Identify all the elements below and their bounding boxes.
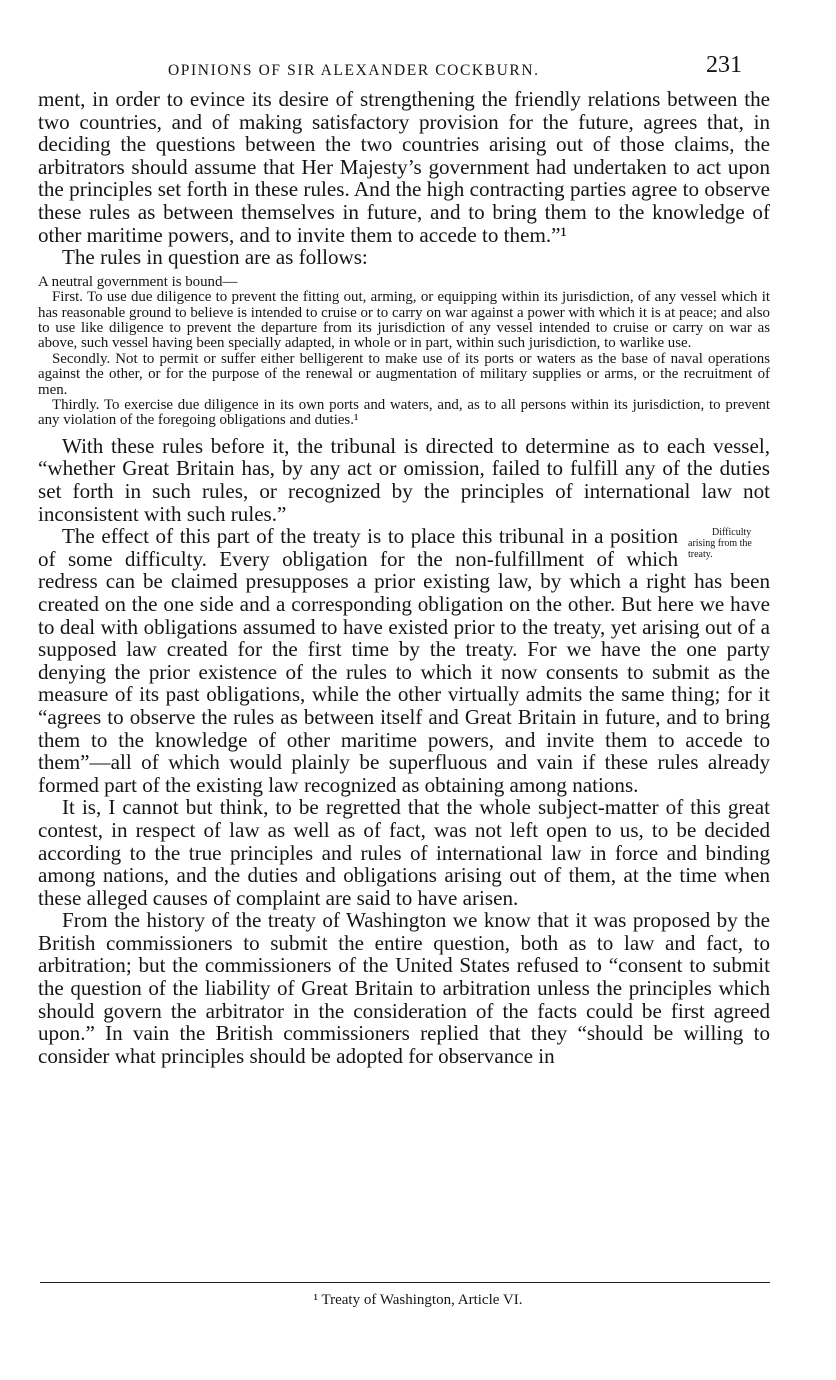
footnote: ¹ Treaty of Washington, Article VI. [313, 1292, 523, 1308]
paragraph-effect-of-treaty [38, 525, 770, 796]
margin-note: Difficulty arising from the treaty. [688, 527, 752, 561]
body-text [38, 88, 770, 1067]
paragraph-regret: It is, I cannot but think, to be regretted that the whole subject-matter of this great contest, in respect of law as well as of fact, was not left open to us, to be decided according to the true principles and rules of international law in force and binding among nations, and the duties and obligations arising out of them, at the time when these alleged causes of complaint are said to have arisen. [38, 795, 770, 910]
running-head: OPINIONS OF SIR ALEXANDER COCKBURN. [168, 62, 540, 79]
page-header [38, 52, 770, 82]
footnote-divider [40, 1282, 770, 1283]
page-number: 231 [706, 52, 742, 78]
rule-first: First. To use due diligence to prevent the fitting out, arming, or equipping within its jurisdiction, of any vessel which it has reasonable ground to believe is intended to cruise or to carry on war against a power with which it is at peace; and also to use like diligence to prevent the departure from its jurisdiction of any vessel intended to cruise or carry on war as above, such vessel having been specially adapted, in whole or in part, within such jurisdiction, to warlike use. [38, 289, 770, 352]
rules-intro: A neutral government is bound— [38, 273, 238, 290]
paragraph-history: From the history of the treaty of Washington we know that it was proposed by the British commissioners to submit the entire question, both as to law and fact, to arbitration; but the commissioners of the United States refused to “consent to submit the question of the liability of Great Britain to arbitration unless the principles which should govern the arbitrator in the consideration of the facts could be first agreed upon.” In vain the British commissioners replied that they “should be willing to consider what principles should be adopted for observance in [38, 908, 770, 1068]
paragraph-rules-intro: The rules in question are as follows: [62, 245, 368, 270]
rules-block [38, 275, 770, 429]
paragraph-effect-text: The effect of this part of the treaty is to place this tribunal in a position of some difficulty. Every obligation for the non-fulfillment of which redress can be claimed presupposes a prior existing law, by which a right has been created on the one side and a corresponding obligation on the other. But here we have to deal with obligations assumed to have existed prior to the treaty, yet arising out of a supposed law created for the first time by the treaty. For we have the one party denying the prior existence of the rules to which it now consents to submit as the measure of its past obligations, while the other virtually admits the same thing; for it “agrees to observe the rules as between itself and Great Britain in future, and to bring them to the knowledge of other maritime powers, and invite them to accede to them”—all of which would plainly be superfluous and vain if these rules already formed part of the existing law recognized as obtaining among nations. [38, 524, 770, 797]
paragraph-continuation: ment, in order to evince its desire of strengthening the friendly relations between the two countries, and of making satisfactory provision for the future, agrees that, in deciding the questions between the two countries arising out of those claims, the arbitrators should assume that Her Majesty’s government had undertaken to act upon the principles set forth in these rules. And the high contracting parties agree to observe these rules as between themselves in future, and to bring them to the knowledge of other maritime powers, and to invite them to accede to them.”¹ [38, 87, 770, 247]
paragraph-tribunal-directed: With these rules before it, the tribunal is directed to determine as to each vessel, “whether Great Britain has, by any act or omission, failed to fulfill any of the duties set forth in such rules, or recognized by the principles of international law not inconsistent with such rules.” [38, 433, 770, 526]
rule-second: Secondly. Not to permit or suffer either belligerent to make use of its ports or waters as the base of naval operations against the other, or for the purpose of the renewal or augmentation of military supplies or arms, or the recruitment of men. [38, 350, 770, 398]
page [38, 52, 770, 1067]
rule-third: Thirdly. To exercise due diligence in its own ports and waters, and, as to all persons within its jurisdiction, to prevent any violation of the foregoing obligations and duties.¹ [38, 397, 770, 429]
